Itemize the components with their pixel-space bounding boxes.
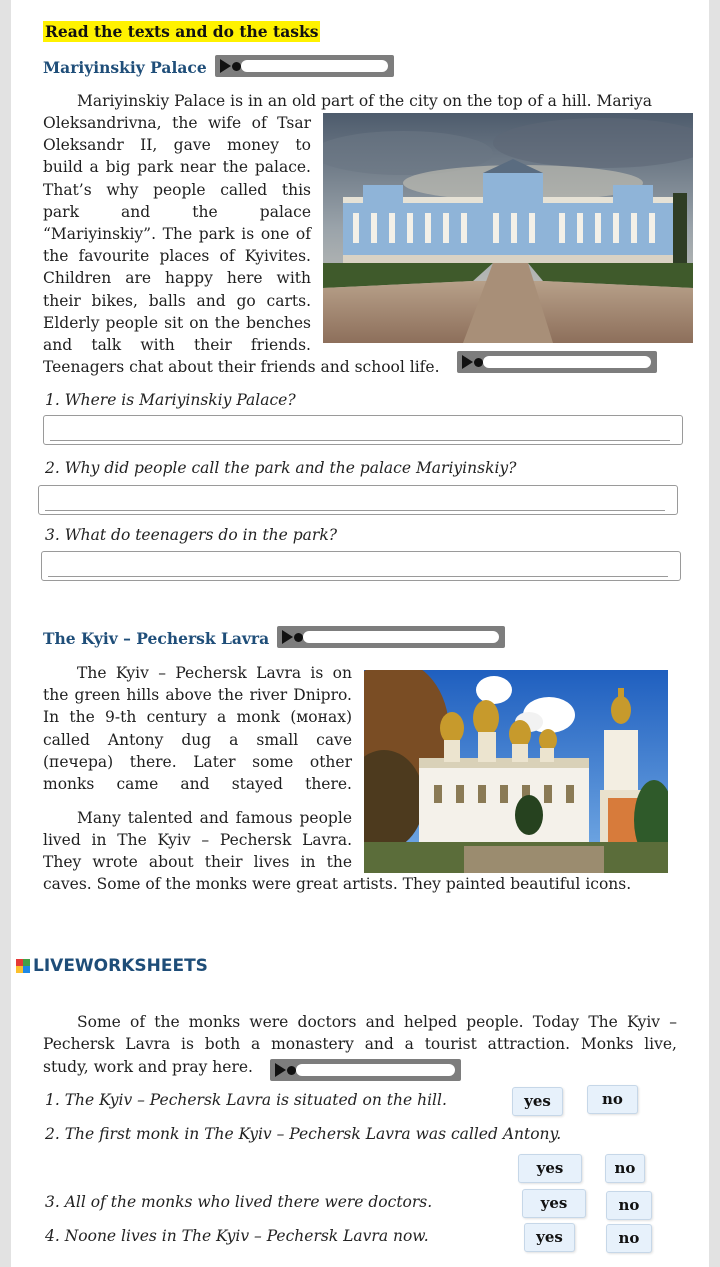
answer-field-3[interactable] (41, 551, 681, 581)
statement-text: 3. All of the monks who lived there were doctors. (45, 1193, 433, 1211)
paragraph-line: park and the palace (43, 202, 311, 221)
liveworksheets-logo-text: LIVEWORKSHEETS (33, 956, 208, 976)
paragraph-line: and talk with their friends. (43, 335, 311, 354)
play-icon[interactable] (275, 1063, 286, 1077)
section-heading-mariyinskiy: Mariyinskiy Palace (43, 58, 207, 77)
paragraph-mariyinskiy (43, 112, 311, 356)
audio-player-2[interactable] (457, 351, 657, 373)
paragraph-line: The Kyiv – Pechersk Lavra is on (77, 664, 352, 682)
paragraph-line: build a big park near the palace. (43, 158, 311, 177)
liveworksheets-logo (16, 956, 208, 976)
paragraph-line: Oleksandr II, gave money to (43, 136, 311, 155)
worksheet-title: Read the texts and do the tasks (45, 22, 319, 41)
page-edge-right (709, 0, 720, 1267)
page-edge-left (0, 0, 11, 1267)
paragraph-line: That’s why people called this (43, 180, 311, 199)
paragraph-line: (печера) there. Later some other (43, 752, 352, 771)
mariyinskiy-palace-photo (323, 113, 693, 343)
answer-line (50, 440, 670, 441)
no-button-2[interactable]: no (605, 1154, 645, 1183)
paragraph-lavra-3 (43, 1011, 677, 1055)
paragraph-line: Elderly people sit on the benches (43, 313, 311, 332)
no-button-1[interactable]: no (587, 1085, 638, 1114)
dot-icon (232, 62, 241, 71)
answer-field-1[interactable] (43, 415, 683, 445)
audio-player-4[interactable] (270, 1059, 461, 1081)
audio-player-1[interactable] (215, 55, 394, 77)
question-3: 3. What do teenagers do in the park? (45, 526, 338, 544)
paragraph-line: Pechersk Lavra is both a monastery and a tourist attraction. Monks live, (43, 1035, 677, 1054)
play-icon[interactable] (220, 59, 231, 73)
statement-4 (45, 1227, 429, 1245)
audio-track[interactable] (296, 1064, 455, 1076)
paragraph-line: Oleksandrivna, the wife of Tsar (43, 114, 311, 132)
statement-1 (45, 1091, 447, 1109)
no-button-4[interactable]: no (606, 1224, 652, 1253)
paragraph-line: called Antony dug a small cave (43, 730, 352, 749)
statement-text: 2. The first monk in The Kyiv – Pechersk Lavra was called Antony. (45, 1125, 562, 1143)
yes-button-3[interactable]: yes (522, 1189, 586, 1218)
paragraph-lavra-2 (43, 807, 352, 874)
question-1: 1. Where is Mariyinskiy Palace? (45, 391, 296, 409)
audio-track[interactable] (241, 60, 388, 72)
audio-player-3[interactable] (277, 626, 505, 648)
paragraph-line: Many talented and famous people (77, 809, 352, 827)
paragraph-line: Some of the monks were doctors and helped people. Today The Kyiv – (77, 1013, 677, 1031)
question-2: 2. Why did people call the park and the palace Mariyinskiy? (45, 459, 517, 477)
paragraph-line: their bikes, balls and go carts. (43, 291, 311, 310)
paragraph-line: monks came and stayed there. (43, 774, 352, 793)
paragraph-line: They wrote about their lives in the (43, 853, 352, 872)
lavra-photo (364, 670, 668, 873)
answer-field-2[interactable] (38, 485, 678, 515)
audio-track[interactable] (303, 631, 499, 643)
paragraph-lavra-1 (43, 662, 352, 795)
statement-2 (45, 1125, 561, 1143)
yes-button-1[interactable]: yes (512, 1087, 563, 1116)
dot-icon (287, 1066, 296, 1075)
paragraph-line: Children are happy here with (43, 269, 311, 288)
play-icon[interactable] (282, 630, 293, 644)
no-button-3[interactable]: no (606, 1191, 652, 1220)
answer-line (45, 510, 665, 511)
paragraph-line: Mariyinskiy Palace is in an old part of the city on the top of a hill. Mariya (77, 92, 653, 110)
paragraph-line: the green hills above the river Dnipro. (43, 686, 352, 705)
paragraph-line: lived in The Kyiv – Pechersk Lavra. (43, 831, 352, 850)
paragraph-line: In the 9-th century a monk (монах) (43, 708, 352, 727)
play-icon[interactable] (462, 355, 473, 369)
liveworksheets-logo-mark (16, 959, 30, 973)
paragraph-line: caves. Some of the monks were great artists. They painted beautiful icons. (43, 875, 632, 893)
dot-icon (294, 633, 303, 642)
statement-text: 1. The Kyiv – Pechersk Lavra is situated on the hill. (45, 1091, 447, 1109)
statement-text: 4. Noone lives in The Kyiv – Pechersk Lavra now. (45, 1227, 429, 1245)
paragraph-line: study, work and pray here. (43, 1058, 253, 1076)
paragraph-line: “Mariyinskiy”. The park is one of (43, 224, 311, 243)
statement-3 (45, 1193, 432, 1211)
paragraph-line: the favourite places of Kyivites. (43, 247, 311, 266)
answer-line (48, 576, 668, 577)
section-heading-lavra: The Kyiv – Pechersk Lavra (43, 629, 270, 648)
dot-icon (474, 358, 483, 367)
paragraph-line: Teenagers chat about their friends and school life. (43, 358, 440, 376)
audio-track[interactable] (483, 356, 651, 368)
yes-button-2[interactable]: yes (518, 1154, 582, 1183)
yes-button-4[interactable]: yes (524, 1223, 575, 1252)
